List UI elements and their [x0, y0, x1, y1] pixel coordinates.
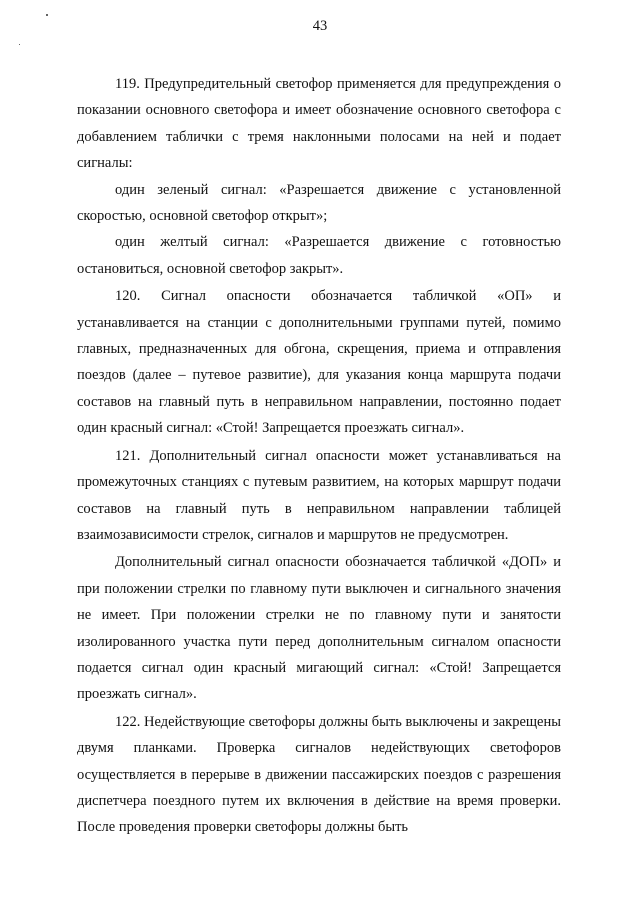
paragraph-119: 119. Предупредительный светофор применяется для предупреждения о показании основного светофора и имеет обозначение основного светофора с добавлением таблички с тремя наклонными полосами на ней и подает сигналы: [77, 76, 561, 172]
paragraph-121: 121. Дополнительный сигнал опасности может устанавливаться на промежуточных станциях с путевым развитием, на которых маршрут подачи составов на главный путь в неправильном направлении таблицей взаимозависимости стрелок, сигналов и маршрутов не предусмотрен. [77, 447, 561, 543]
document-body [77, 71, 561, 841]
page-number: 43 [312, 18, 328, 34]
scan-speck [46, 14, 48, 16]
scan-speck [19, 44, 20, 45]
paragraph-119-yellow-signal: один желтый сигнал: «Разрешается движение с готовностью остановиться, основной светофор закрыт». [77, 234, 561, 277]
paragraph-120: 120. Сигнал опасности обозначается табличкой «ОП» и устанавливается на станции с дополнительными группами путей, помимо главных, предназначенных для обгона, скрещения, приема и отправления поездов (далее – путевое развитие), для указания конца маршрута подачи составов на главный путь в неправильном направлении, постоянно подает один красный сигнал: «Стой! Запрещается проезжать сигнал». [77, 288, 561, 437]
paragraph-121-additional-signal: Дополнительный сигнал опасности обозначается табличкой «ДОП» и при положении стрелки по главному пути выключен и сигнального значения не имеет. При положении стрелки не по главному пути и занятости изолированного участка пути перед дополнительным сигналом опасности подается сигнал один красный мигающий сигнал: «Стой! Запрещается проезжать сигнал». [77, 554, 561, 703]
paragraph-122: 122. Недействующие светофоры должны быть выключены и закрещены двумя планками. Проверка сигналов недействующих светофоров осуществляется в перерыве в движении пассажирских поездов с разрешения диспетчера поездного путем их включения в действие на время проверки. После проведения проверки светофоры должны быть [77, 713, 561, 836]
paragraph-119-green-signal: один зеленый сигнал: «Разрешается движение с установленной скоростью, основной светофор открыт»; [77, 181, 561, 225]
